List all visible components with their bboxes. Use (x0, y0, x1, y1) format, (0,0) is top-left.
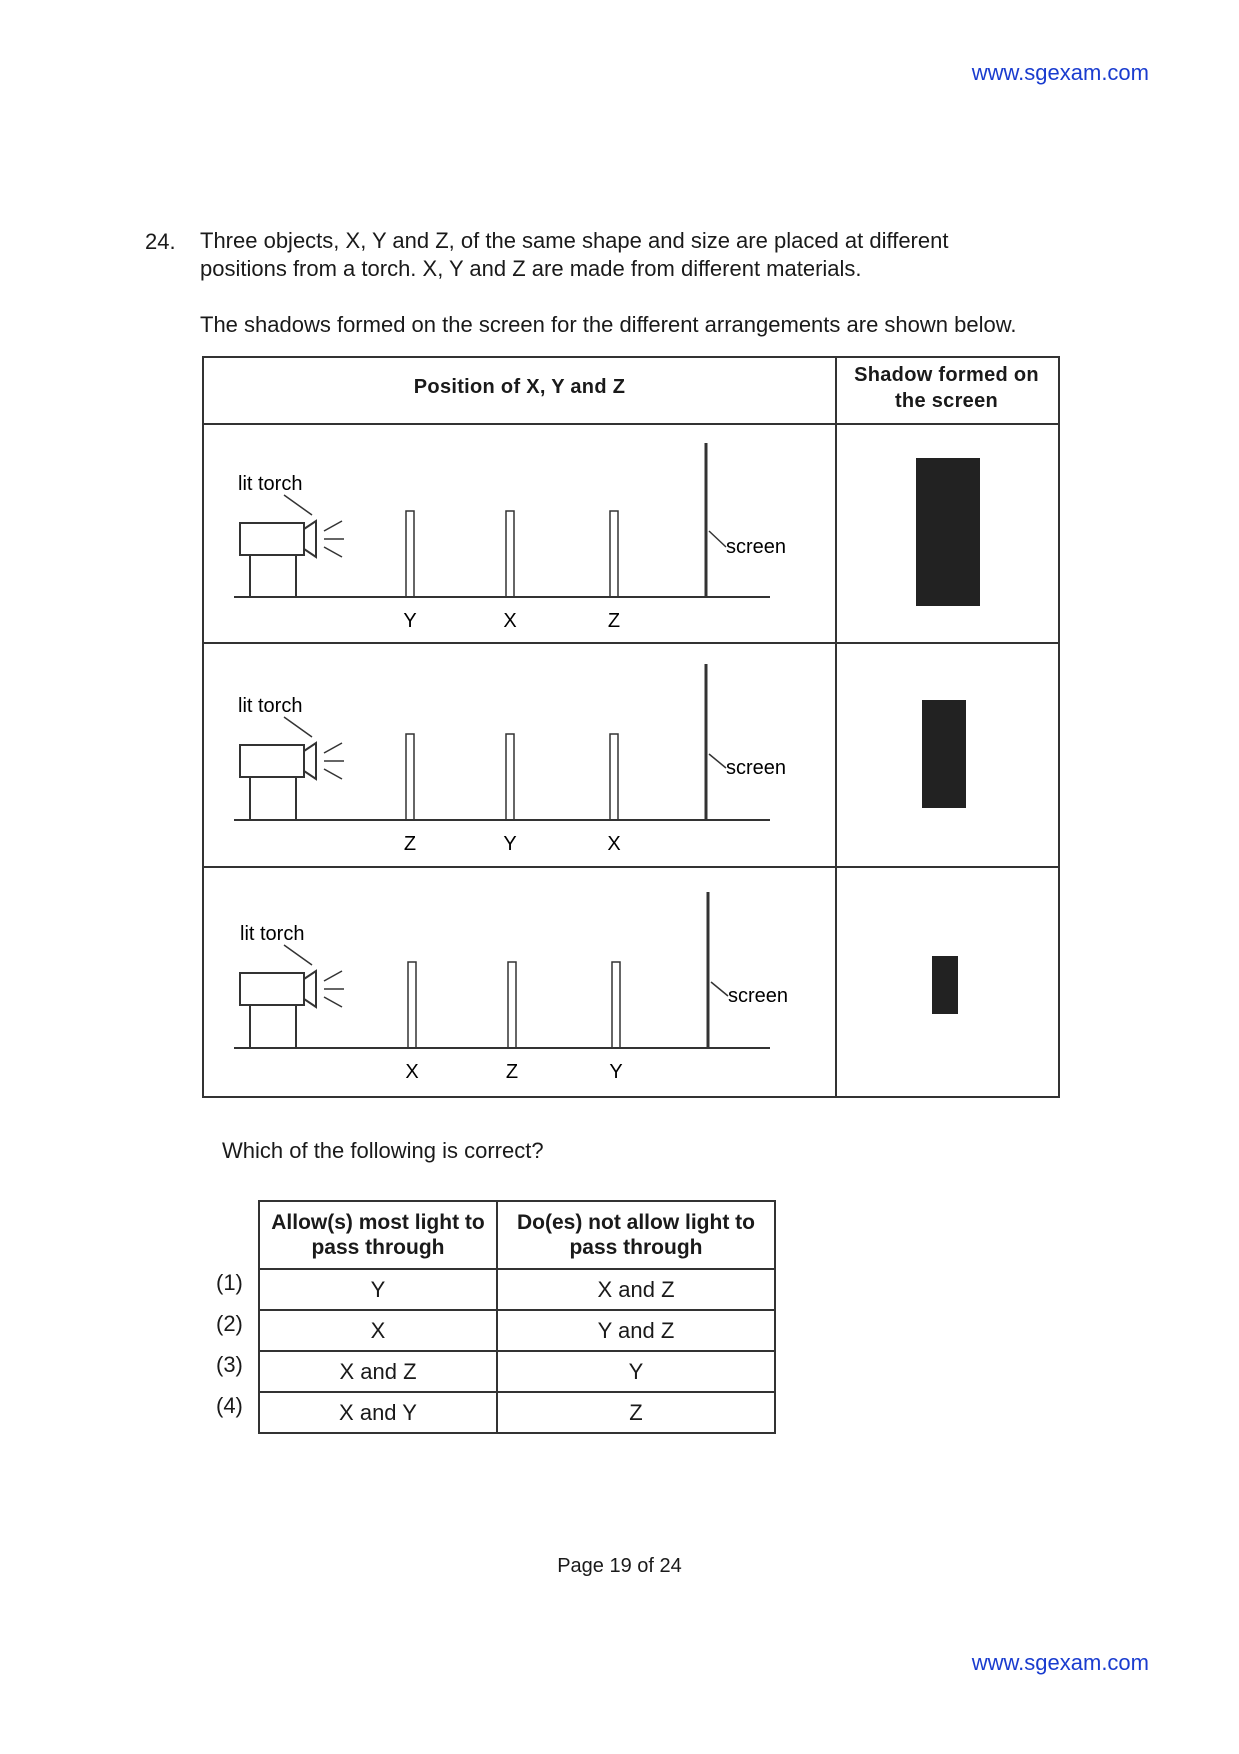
object-x (408, 962, 416, 1048)
cell-none: X and Z (497, 1269, 775, 1310)
object-label: X (503, 610, 517, 632)
torch-label: lit torch (238, 473, 303, 495)
shadow-medium (922, 700, 966, 808)
object-label: Z (403, 833, 417, 855)
object-label: Y (503, 833, 517, 855)
header-most-light: Allow(s) most light to pass through (259, 1201, 497, 1269)
option-row-1[interactable] (259, 1269, 775, 1310)
question-text: Three objects, X, Y and Z, of the same shape and size are placed at different positions from a torch. X, Y and Z are made from different materials. (200, 228, 949, 281)
option-number: (4) (216, 1393, 243, 1418)
torch-body (240, 745, 304, 777)
object-label: Z (505, 1061, 519, 1083)
screen-label: screen (728, 985, 789, 1007)
option-row-4[interactable] (259, 1392, 775, 1433)
object-y (406, 511, 414, 597)
object-x (506, 511, 514, 597)
diagram-table (202, 356, 1060, 1098)
option-number: (3) (216, 1352, 243, 1377)
torch-head (304, 743, 316, 779)
option-row-2[interactable] (259, 1310, 775, 1351)
torch-label: lit torch (240, 923, 305, 945)
arrangement-row-3 (204, 868, 835, 1096)
cell-most: Y (259, 1269, 497, 1310)
screen-label: screen (726, 757, 787, 779)
question-number: 24. (145, 229, 176, 254)
header-shadow: Shadow formed on the screen (854, 364, 1039, 412)
cell-none: Y and Z (497, 1310, 775, 1351)
arrangement-row-2 (204, 644, 835, 866)
shadow-large (916, 458, 980, 606)
header-no-light: Do(es) not allow light to pass through (497, 1201, 775, 1269)
object-label: Y (403, 610, 417, 632)
object-label: Y (609, 1061, 623, 1083)
object-label: X (405, 1061, 419, 1083)
cell-none: Z (497, 1392, 775, 1433)
page-number: Page 19 of 24 (557, 1555, 682, 1577)
cell-most: X and Y (259, 1392, 497, 1433)
site-link-top[interactable]: www.sgexam.com (971, 60, 1149, 85)
torch-body (240, 973, 304, 1005)
object-z (508, 962, 516, 1048)
torch-label: lit torch (238, 695, 303, 717)
torch-head (304, 971, 316, 1007)
option-row-3[interactable] (259, 1351, 775, 1392)
object-y (506, 734, 514, 820)
object-label: Z (607, 610, 621, 632)
object-z (610, 511, 618, 597)
option-number: (1) (216, 1270, 243, 1295)
screen-label: screen (726, 536, 787, 558)
site-link-bottom[interactable]: www.sgexam.com (971, 1650, 1149, 1675)
cell-most: X and Z (259, 1351, 497, 1392)
object-z (406, 734, 414, 820)
torch-head (304, 521, 316, 557)
option-number: (2) (216, 1311, 243, 1336)
arrangement-row-1 (204, 425, 835, 642)
cell-most: X (259, 1310, 497, 1351)
header-position: Position of X, Y and Z (413, 376, 626, 398)
object-label: X (607, 833, 621, 855)
cell-none: Y (497, 1351, 775, 1392)
options-table (258, 1200, 776, 1434)
question-intro: The shadows formed on the screen for the different arrangements are shown below. (200, 312, 1017, 337)
object-x (610, 734, 618, 820)
shadow-small (932, 956, 958, 1014)
object-y (612, 962, 620, 1048)
options-question: Which of the following is correct? (222, 1138, 544, 1163)
torch-body (240, 523, 304, 555)
